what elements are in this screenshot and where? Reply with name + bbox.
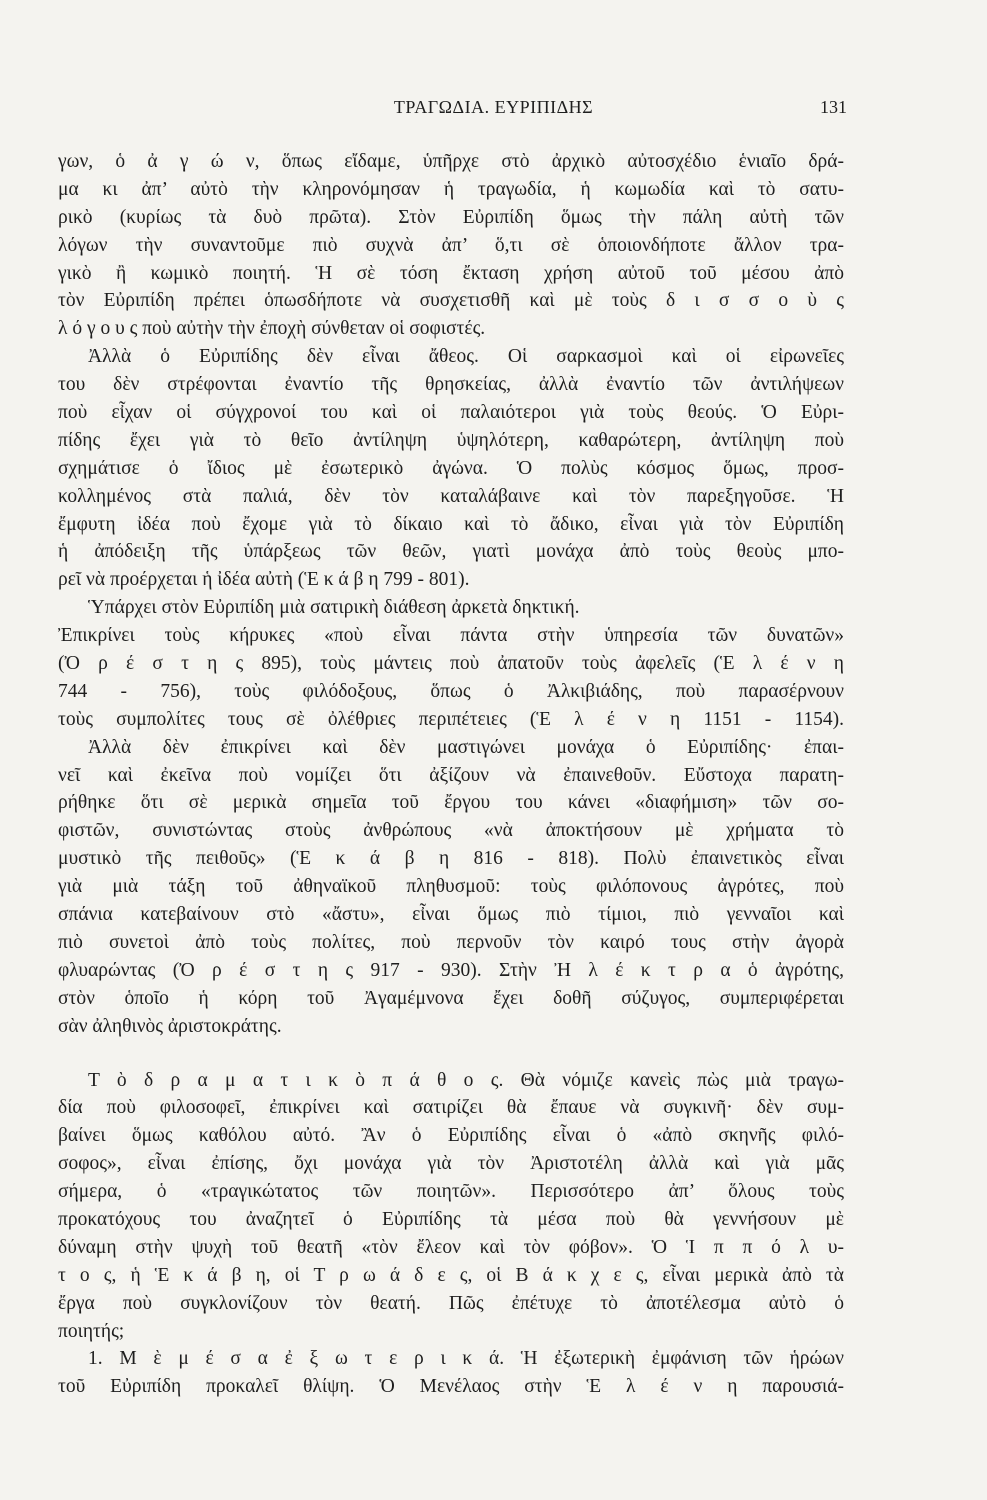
text-line: νεῖ καὶ ἐκεῖνα ποὺ νομίζει ὅτι ἀξίζουν νὰ ἐπαινεθοῦν. Εὔστοχα παρατη-: [58, 764, 844, 786]
running-title: ΤΡΑΓΩΔΙΑ. ΕΥΡΙΠΙΔΗΣ: [393, 97, 594, 117]
text-line: λ ό γ ο υ ς ποὺ αὐτὴν τὴν ἐποχὴ σύνθεταν οἱ σοφιστές.: [58, 318, 486, 340]
text-line: στὸν ὁποῖο ἡ κόρη τοῦ Ἀγαμέμνονα ἔχει δοθῆ σύζυγος, συμπεριφέρεται: [58, 987, 844, 1009]
text-line: μα κι ἀπ’ αὐτὸ τὴν κληρονόμησαν ἡ τραγωδία, ἡ κωμωδία καὶ τὸ σατυ-: [58, 178, 844, 200]
page-header: [0, 92, 987, 122]
text-line: Ἐπικρίνει τοὺς κήρυκες «ποὺ εἶναι πάντα στὴν ὑπηρεσία τῶν δυνατῶν»: [58, 625, 844, 647]
text-line: Ἀλλὰ δὲν ἐπικρίνει καὶ δὲν μαστιγώνει μονάχα ὁ Εὐριπίδης· ἐπαι-: [88, 736, 844, 758]
text-line: πίδης ἔχει γιὰ τὸ θεῖο ἀντίληψη ὑψηλότερη, καθαρώτερη, ἀντίληψη ποὺ: [58, 429, 844, 451]
text-line: ρήθηκε ὅτι σὲ μερικὰ σημεῖα τοῦ ἔργου του κάνει «διαφήμιση» τῶν σο-: [58, 792, 844, 814]
text-line: σὰν ἀληθινὸς ἀριστοκράτης.: [58, 1015, 282, 1037]
text-line: τ ο ς, ἡ Ἑ κ ά β η, οἱ Τ ρ ω ά δ ε ς, οἱ Β ά κ χ ε ς, εἶναι μερικὰ ἀπὸ τὰ: [58, 1264, 844, 1286]
text-line: γικὸ ἢ κωμικὸ ποιητή. Ἡ σὲ τόση ἔκταση χρήση αὐτοῦ τοῦ μέσου ἀπὸ: [58, 262, 844, 284]
text-line: γιὰ μιὰ τάξη τοῦ ἀθηναϊκοῦ πληθυσμοῦ: τοὺς φιλόπονους ἀγρότες, ποὺ: [58, 876, 844, 898]
text-line: δία ποὺ φιλοσοφεῖ, ἐπικρίνει καὶ σατιρίζει θὰ ἔπαυε νὰ συγκινῆ· δὲν συμ-: [58, 1097, 844, 1119]
text-line: (Ὀ ρ έ σ τ η ς 895), τοὺς μάντεις ποὺ ἀπατοῦν τοὺς ἀφελεῖς (Ἑ λ έ ν η: [58, 653, 844, 675]
text-line: βαίνει ὅμως καθόλου αὐτό. Ἂν ὁ Εὐριπίδης εἶναι ὁ «ἀπὸ σκηνῆς φιλό-: [58, 1125, 844, 1147]
text-line: ἔμφυτη ἰδέα ποὺ ἔχομε γιὰ τὸ δίκαιο καὶ τὸ ἄδικο, εἶναι γιὰ τὸν Εὐριπίδη: [58, 513, 844, 535]
text-line: Ἀλλὰ ὁ Εὐριπίδης δὲν εἶναι ἄθεος. Οἱ σαρκασμοὶ καὶ οἱ εἰρωνεῖες: [88, 346, 844, 368]
text-line: φλυαρώντας (Ὀ ρ έ σ τ η ς 917 - 930). Στὴν Ἠ λ έ κ τ ρ α ὁ ἀγρότης,: [58, 959, 844, 981]
text-line: δύναμη στὴν ψυχὴ τοῦ θεατῆ «τὸν ἔλεον καὶ τὸν φόβον». Ὁ Ἱ π π ό λ υ-: [58, 1236, 844, 1258]
text-line: 744 - 756), τοὺς φιλόδοξους, ὅπως ὁ Ἀλκιβιάδης, ποὺ παρασέρνουν: [58, 680, 844, 702]
body-text: [58, 148, 844, 1401]
paragraph-gap: [58, 1041, 844, 1067]
text-line: πιὸ συνετοὶ ἀπὸ τοὺς πολίτες, ποὺ περνοῦν τὸν καιρό τους στὴν ἀγορὰ: [58, 931, 844, 953]
text-line: σήμερα, ὁ «τραγικώτατος τῶν ποιητῶν». Περισσότερο ἀπ’ ὅλους τοὺς: [58, 1181, 844, 1203]
text-line: κολλημένος στὰ παλιά, δὲν τὸν καταλάβαινε καὶ τὸν παρεξηγοῦσε. Ἡ: [58, 485, 844, 507]
text-line: γων, ὁ ἀ γ ώ ν, ὅπως εἴδαμε, ὑπῆρχε στὸ ἀρχικὸ αὐτοσχέδιο ἑνιαῖο δρά-: [58, 151, 844, 172]
text-line: τὸν Εὐριπίδη πρέπει ὁπωσδήποτε νὰ συσχετισθῆ καὶ μὲ τοὺς δ ι σ σ ο ὺ ς: [58, 290, 844, 312]
text-line: Ὑπάρχει στὸν Εὐριπίδη μιὰ σατιρικὴ διάθεση ἀρκετὰ δηκτική.: [88, 597, 580, 619]
text-line: ποιητής;: [58, 1320, 125, 1342]
page-number: 131: [820, 97, 847, 117]
text-line: σχημάτισε ὁ ἴδιος μὲ ἐσωτερικὸ ἀγώνα. Ὁ πολὺς κόσμος ὅμως, προσ-: [58, 457, 844, 479]
text-line: προκατόχους του ἀναζητεῖ ὁ Εὐριπίδης τὰ μέσα ποὺ θὰ γεννήσουν μὲ: [58, 1208, 844, 1230]
text-line: μυστικὸ τῆς πειθοῦς» (Ἑ κ ά β η 816 - 818). Πολὺ ἐπαινετικὸς εἶναι: [58, 848, 844, 870]
text-line: ρεῖ νὰ προέρχεται ἡ ἰδέα αὐτὴ (Ἑ κ ά β η 799 - 801).: [58, 569, 470, 591]
text-line: τοὺς συμπολίτες τους σὲ ὀλέθριες περιπέτειες (Ἑ λ έ ν η 1151 - 1154).: [58, 708, 844, 730]
text-line: ρικὸ (κυρίως τὰ δυὸ πρῶτα). Στὸν Εὐριπίδη ὅμως τὴν πάλη αὐτὴ τῶν: [58, 206, 844, 228]
text-line: ποὺ εἶχαν οἱ σύγχρονοί του καὶ οἱ παλαιότεροι γιὰ τοὺς θεούς. Ὁ Εὐρι-: [58, 402, 844, 424]
text-line: τοῦ Εὐριπίδη προκαλεῖ θλίψη. Ὁ Μενέλαος στὴν Ἑ λ έ ν η παρουσιά-: [58, 1376, 844, 1398]
section-heading-line: Τ ὸ δ ρ α μ α τ ι κ ὸ π ά θ ο ς. Θὰ νόμιζε κανεὶς πὼς μιὰ τραγω-: [88, 1069, 844, 1091]
text-line: του δὲν στρέφονται ἐναντίο τῆς θρησκείας, ἀλλὰ ἐναντίο τῶν ἀντιλήψεων: [58, 374, 844, 396]
text-line: λόγων τὴν συναντοῦμε πιὸ συχνὰ ἀπ’ ὅ,τι σὲ ὁποιονδήποτε ἄλλον τρα-: [58, 234, 844, 256]
text-line: φιστῶν, συνιστώντας στοὺς ἀνθρώπους «νὰ ἀποκτήσουν μὲ χρήματα τὸ: [58, 820, 844, 842]
text-line: ἡ ἀπόδειξη τῆς ὑπάρξεως τῶν θεῶν, γιατὶ μονάχα ἀπὸ τοὺς θεοὺς μπο-: [58, 541, 844, 563]
text-line: σοφος», εἶναι ἐπίσης, ὄχι μονάχα γιὰ τὸν Ἀριστοτέλη ἀλλὰ καὶ γιὰ μᾶς: [58, 1153, 844, 1175]
text-line: σπάνια κατεβαίνουν στὸ «ἄστυ», εἶναι ὅμως πιὸ τίμιοι, πιὸ γενναῖοι καὶ: [58, 904, 844, 926]
text-line: ἔργα ποὺ συγκλονίζουν τὸν θεατή. Πῶς ἐπέτυχε τὸ ἀποτέλεσμα αὐτὸ ὁ: [58, 1292, 844, 1314]
section-heading-line: 1. Μ ὲ μ έ σ α ἐ ξ ω τ ε ρ ι κ ά. Ἡ ἐξωτερικὴ ἐμφάνιση τῶν ἡρώων: [88, 1348, 844, 1370]
